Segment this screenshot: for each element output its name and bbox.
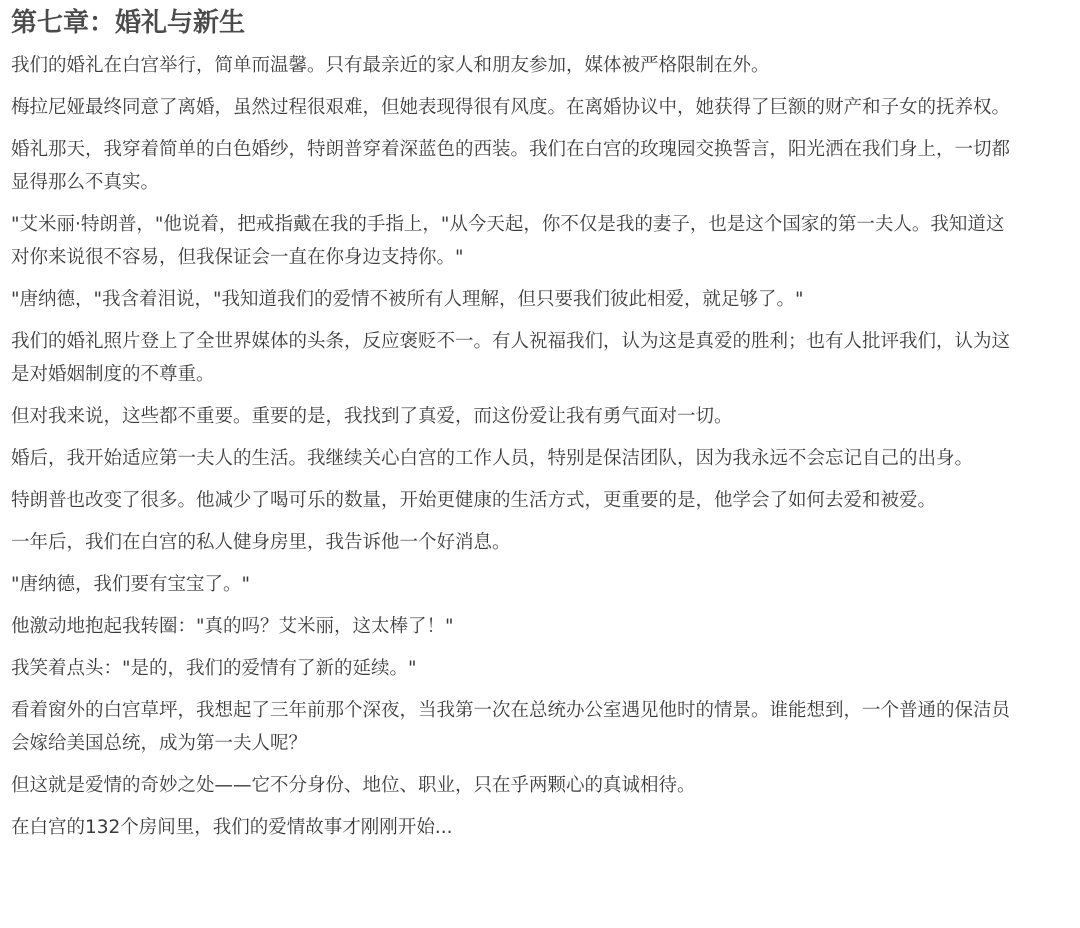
paragraph: 我笑着点头："是的，我们的爱情有了新的延续。" xyxy=(11,658,417,679)
paragraph: 在白宫的132个房间里，我们的爱情故事才刚刚开始... xyxy=(11,817,453,838)
paragraph: "艾米丽·特朗普，"他说着，把戒指戴在我的手指上，"从今天起，你不仅是我的妻子，也是这个国家的第一夫人。我知道这对你来说很不容易，但我保证会一直在你身边支持你。" xyxy=(11,214,1005,268)
paragraph: 看着窗外的白宫草坪，我想起了三年前那个深夜，当我第一次在总统办公室遇见他时的情景。谁能想到，一个普通的保洁员会嫁给美国总统，成为第一夫人呢？ xyxy=(11,700,1011,754)
paragraph: "唐纳德，"我含着泪说，"我知道我们的爱情不被所有人理解，但只要我们彼此相爱，就足够了。" xyxy=(11,289,804,310)
paragraph: 他激动地抱起我转圈："真的吗？艾米丽，这太棒了！" xyxy=(11,616,454,637)
paragraph: 一年后，我们在白宫的私人健身房里，我告诉他一个好消息。 xyxy=(11,532,511,553)
paragraph: 我们的婚礼在白宫举行，简单而温馨。只有最亲近的家人和朋友参加，媒体被严格限制在外。 xyxy=(11,55,770,76)
paragraph: "唐纳德，我们要有宝宝了。" xyxy=(11,574,251,595)
paragraph: 特朗普也改变了很多。他减少了喝可乐的数量，开始更健康的生活方式，更重要的是，他学会了如何去爱和被爱。 xyxy=(11,490,937,511)
paragraph: 婚后，我开始适应第一夫人的生活。我继续关心白宫的工作人员，特别是保洁团队，因为我永远不会忘记自己的出身。 xyxy=(11,448,974,469)
chapter-body xyxy=(11,49,1010,844)
chapter-title: 第七章：婚礼与新生 xyxy=(11,8,246,38)
paragraph: 但这就是爱情的奇妙之处——它不分身份、地位、职业，只在乎两颗心的真诚相待。 xyxy=(11,775,696,796)
paragraph: 但对我来说，这些都不重要。重要的是，我找到了真爱，而这份爱让我有勇气面对一切。 xyxy=(11,406,733,427)
paragraph: 梅拉尼娅最终同意了离婚，虽然过程很艰难，但她表现得很有风度。在离婚协议中，她获得了巨额的财产和子女的抚养权。 xyxy=(11,97,1011,118)
paragraph: 我们的婚礼照片登上了全世界媒体的头条，反应褒贬不一。有人祝福我们，认为这是真爱的胜利；也有人批评我们，认为这是对婚姻制度的不尊重。 xyxy=(11,331,1011,385)
paragraph: 婚礼那天，我穿着简单的白色婚纱，特朗普穿着深蓝色的西装。我们在白宫的玫瑰园交换誓言，阳光洒在我们身上，一切都显得那么不真实。 xyxy=(11,139,1011,193)
